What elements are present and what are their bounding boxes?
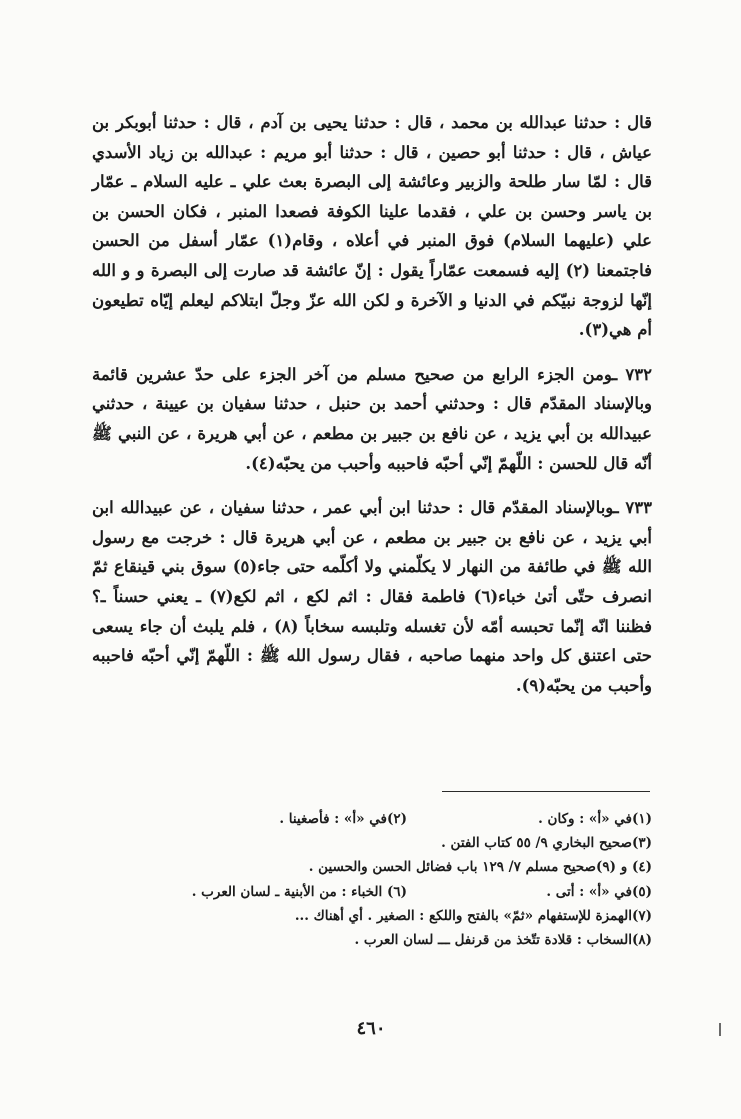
hadith-number: ٧٣٢ ـ (612, 364, 652, 384)
paragraph-text: قال : حدثنا عبدالله بن محمد ، قال : حدثنا يحيى بن آدم ، قال : حدثنا أبوبكر بن عياش ، قال : حدثنا أبو حصين ، قال : حدثنا أبو مريم : عبدالله بن زياد الأسدي قال : لمّا سار طلحة والزبير وعائشة إلى البصرة بعث علي ـ عليه السلام ـ عمّار بن ياسر وحسن بن علي ، فقدما علينا الكوفة فصعدا المنبر ، فكان الحسن بن علي (عليهما السلام) فوق المنبر في أعلاه ، وقام(١) عمّار أسفل من الحسن فاجتمعنا (٢) إليه فسمعت عمّاراً يقول : إنّ عائشة قد صارت إلى البصرة و و الله إنّها لزوجة نبيّكم في الدنيا و الآخرة و لكن الله عزّ وجلّ ابتلاكم ليعلم إيّاه تطيعون أم هي(٣). (92, 113, 653, 340)
page-number: ٤٦٠ (356, 1018, 386, 1039)
scan-edge-mark (719, 1023, 721, 1036)
footnote-separator (442, 791, 650, 792)
footnote-5: (٥)في «أ» : أتى . (546, 883, 652, 900)
footnote-8: (٨)السخاب : قلادة تتّخذ من قرنفل ـــ لسان العرب . (354, 932, 652, 949)
hadith-paragraph-733 (92, 493, 652, 700)
footnote-6: (٦) الخباء : من الأبنية ـ لسان العرب . (191, 883, 407, 900)
footnote-7: (٧)الهمزة للإستفهام «ثمّ» بالفتح واللكع : الصغير . أي أهناك ... (294, 907, 652, 924)
footnote-2: (٢)في «أ» : فأصغينا . (279, 811, 407, 827)
paragraph-text: ومن الجزء الرابع من صحيح مسلم من آخر الجزء على حدّ عشرين قائمة وبالإسناد المقدّم قال : وحدثني أحمد بن حنبل ، حدثنا سفيان بن عيينة ، حدثني عبيدالله بن أبي يزيد ، عن نافع بن جبير بن مطعم ، عن أبي هريرة ، عن النبي ﷺ أنّه قال للحسن : اللّهمّ إنّي أحبّه فاحببه وأحبب من يحبّه(٤). (92, 364, 652, 473)
footnote-1: (١)في «أ» : وكان . (538, 811, 652, 827)
footnote-row (140, 807, 652, 831)
footnote-3: (٣)صحيح البخاري ٩/ ٥٥ كتاب الفتن . (441, 835, 652, 852)
hadith-paragraph-731 (92, 108, 652, 345)
footnotes (140, 807, 652, 952)
footnote-row (140, 880, 652, 904)
main-text (92, 108, 652, 715)
paragraph-text: وبالإسناد المقدّم قال : حدثنا ابن أبي عمر ، حدثنا سفيان ، عن عبيدالله ابن أبي يزيد ، عن نافع بن جبير بن مطعم ، عن أبي هريرة قال : خرجت مع رسول الله ﷺ في طائفة من النهار لا يكلّمني ولا أكلّمه حتى جاء(٥) سوق بني قينقاع ثمّ انصرف حتّى أتىٰ خباء(٦) فاطمة فقال : اثم لكع ، اثم لكع(٧) ـ يعني حسناً ـ؟ فظننا انّه إنّما تحبسه أمّه لأن تغسله وتلبسه سخاباً (٨) ، فلم يلبث أن جاء يسعى حتى اعتنق كل واحد منهما صاحبه ، فقال رسول الله ﷺ : اللّهمّ إنّي أحبّه فاحببه وأحبب من يحبّه(٩). (92, 498, 653, 695)
hadith-number: ٧٣٣ ـ (613, 498, 652, 518)
footnote-4: (٤) و (٩)صحيح مسلم ٧/ ١٢٩ باب فضائل الحسن والحسين . (308, 859, 652, 876)
hadith-paragraph-732 (92, 360, 652, 478)
